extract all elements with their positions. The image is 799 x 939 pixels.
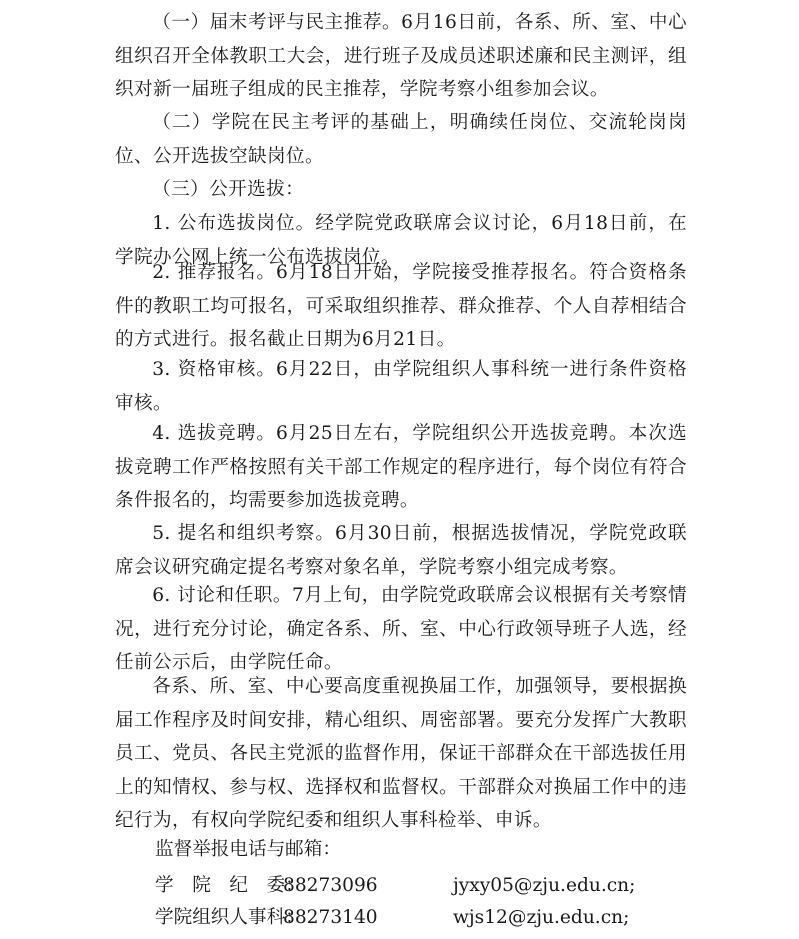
contact-label: 学 院 纪 委：: [155, 875, 304, 896]
contact-label: 学院组织人事科：: [155, 907, 304, 928]
paragraph-3: （三）公开选拔：: [152, 179, 305, 200]
paragraph-8: 5. 提名和组织考察。6月30日前，根据选拔情况，学院党政联席会议研究确定提名考察对象名单，学院考察小组完成考察。: [115, 523, 687, 578]
contact-phone: 88273140: [283, 907, 378, 928]
contact-heading: 监督举报电话与邮箱：: [155, 839, 341, 860]
paragraph-9: 6. 讨论和任职。7月上旬，由学院党政联席会议根据有关考察情况，进行充分讨论，确定各系、所、室、中心行政领导班子人选，经任前公示后，由学院任命。: [115, 585, 687, 673]
contact-email[interactable]: jyxy05@zju.edu.cn;: [453, 875, 636, 896]
paragraph-10: 各系、所、室、中心要高度重视换届工作，加强领导，要根据换届工作程序及时间安排，精心组织、周密部署。要充分发挥广大教职员工、党员、各民主党派的监督作用，保证干部群众在干部选拔任用上的知情权、参与权、选择权和监督权。干部群众对换届工作中的违纪行为，有权向学院纪委和组织人事科检举、申诉。: [115, 676, 687, 831]
paragraph-6: 3. 资格审核。6月22日，由学院组织人事科统一进行条件资格审核。: [115, 359, 687, 414]
paragraph-2: （二）学院在民主考评的基础上，明确续任岗位、交流轮岗岗位、公开选拔空缺岗位。: [115, 112, 687, 167]
contact-email[interactable]: wjs12@zju.edu.cn;: [453, 907, 630, 928]
paragraph-7: 4. 选拔竞聘。6月25日左右，学院组织公开选拔竞聘。本次选拔竞聘工作严格按照有关干部工作规定的程序进行，每个岗位有符合条件报名的，均需要参加选拔竞聘。: [115, 423, 687, 511]
paragraph-1: （一）届末考评与民主推荐。6月16日前，各系、所、室、中心组织召开全体教职工大会，进行班子及成员述职述廉和民主测评，组织对新一届班子组成的民主推荐，学院考察小组参加会议。: [115, 12, 687, 100]
paragraph-4: 1. 公布选拔岗位。经学院党政联席会议讨论，6月18日前，在学院办公网上统一公布选拔岗位。: [115, 213, 687, 268]
paragraph-5: 2. 推荐报名。6月18日开始，学院接受推荐报名。符合资格条件的教职工均可报名，可采取组织推荐、群众推荐、个人自荐相结合的方式进行。报名截止日期为6月21日。: [115, 262, 687, 350]
contact-phone: 88273096: [283, 875, 378, 896]
